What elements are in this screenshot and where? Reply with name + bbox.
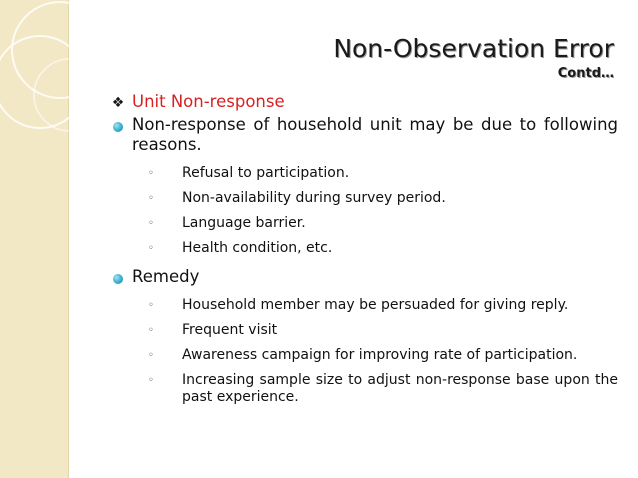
- reason-text: Non-availability during survey period.: [182, 190, 446, 206]
- list-item: [110, 165, 618, 182]
- remedy-text: Increasing sample size to adjust non-response base upon the past experience.: [182, 372, 618, 405]
- sub-bullet-icon: ◦: [148, 375, 154, 386]
- remedy-text: Household member may be persuaded for giving reply.: [182, 297, 569, 313]
- remedy-heading: Remedy: [132, 267, 200, 286]
- list-item: [110, 322, 618, 339]
- remedy-heading-row: [110, 267, 618, 287]
- list-item: [110, 297, 618, 314]
- sub-bullet-icon: ◦: [148, 325, 154, 336]
- section-heading: Unit Non-response: [132, 92, 285, 111]
- intro-text: Non-response of household unit may be due to following reasons.: [132, 115, 618, 154]
- reason-text: Health condition, etc.: [182, 240, 333, 256]
- sub-bullet-icon: ◦: [148, 168, 154, 179]
- sub-bullet-icon: ◦: [148, 218, 154, 229]
- list-item: [110, 347, 618, 364]
- list-item: [110, 190, 618, 207]
- remedy-text: Awareness campaign for improving rate of participation.: [182, 347, 578, 363]
- intro-row: [110, 115, 618, 155]
- reason-text: Refusal to participation.: [182, 165, 350, 181]
- sub-bullet-icon: ◦: [148, 350, 154, 361]
- decorative-side-band: [0, 0, 69, 478]
- remedy-text: Frequent visit: [182, 322, 278, 338]
- list-item: [110, 372, 618, 406]
- slide-content: [110, 92, 618, 406]
- sub-bullet-icon: ◦: [148, 300, 154, 311]
- round-bullet-icon: [110, 117, 126, 137]
- section-heading-row: [110, 92, 618, 112]
- round-bullet-icon: [110, 269, 126, 289]
- slide-title: Non-Observation Error: [333, 34, 614, 63]
- reason-text: Language barrier.: [182, 215, 306, 231]
- list-item: [110, 240, 618, 257]
- sub-bullet-icon: ◦: [148, 193, 154, 204]
- slide-subtitle: Contd…: [557, 66, 614, 81]
- diamond-bullet-icon: ❖: [111, 95, 125, 111]
- list-item: [110, 215, 618, 232]
- sub-bullet-icon: ◦: [148, 243, 154, 254]
